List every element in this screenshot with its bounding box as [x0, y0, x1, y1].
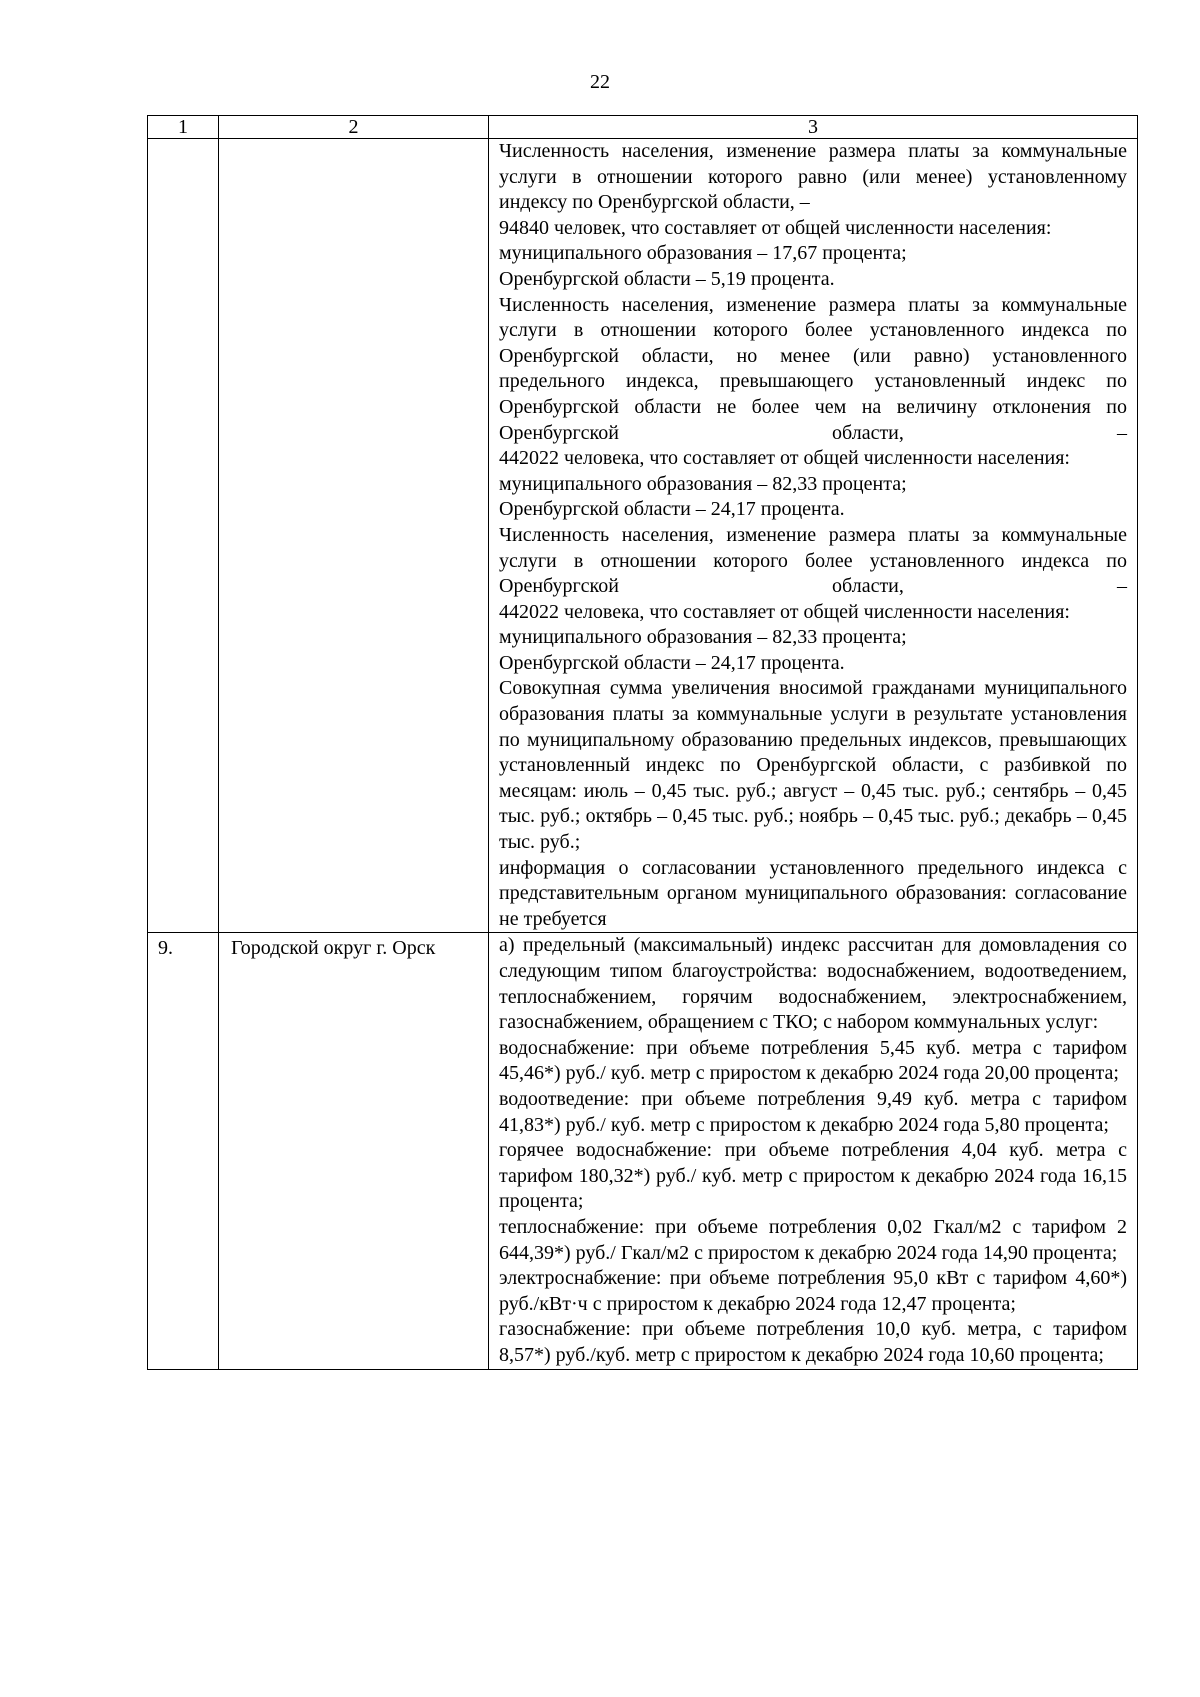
paragraph: Оренбургской области – 24,17 процента.	[499, 651, 845, 674]
paragraph: 442022 человека, что составляет от общей численности населения:	[499, 600, 1070, 623]
paragraph: 94840 человек, что составляет от общей численности населения:	[499, 216, 1052, 239]
paragraph: водоотведение: при объеме потребления 9,49 куб. метра с тарифом 41,83*) руб./ куб. метр с приростом к декабрю 2024 года 5,80 процента;	[499, 1087, 1127, 1136]
municipality-name	[219, 139, 489, 933]
row-description	[489, 933, 1138, 1369]
row-number	[148, 139, 219, 933]
column-header-3: 3	[489, 116, 1138, 139]
paragraph: водоснабжение: при объеме потребления 5,45 куб. метра с тарифом 45,46*) руб./ куб. метр с приростом к декабрю 2024 года 20,00 процента;	[499, 1036, 1127, 1085]
paragraph: горячее водоснабжение: при объеме потребления 4,04 куб. метра с тарифом 180,32*) руб./ куб. метр с приростом к декабрю 2024 года 16,15 процента;	[499, 1139, 1127, 1213]
index-table	[147, 115, 1138, 1370]
paragraph: Численность населения, изменение размера платы за коммунальные услуги в отношении которого равно (или менее) установленному индексу по Оренбургской области, –	[499, 140, 1127, 214]
page-number: 22	[590, 71, 610, 93]
paragraph: а) предельный (максимальный) индекс рассчитан для домовладения со следующим типом благоустройства: водоснабжением, водоотведением, теплоснабжением, горячим водоснабжением, электроснабжением, газоснабжением, обращением с ТКО; с набором коммунальных услуг:	[499, 934, 1127, 1034]
paragraph: муниципального образования – 82,33 процента;	[499, 472, 907, 495]
column-header-2: 2	[219, 116, 489, 139]
paragraph: информация о согласовании установленного предельного индекса с представительным органом муниципального образования: согласование не требуется	[499, 856, 1127, 930]
row-number: 9.	[148, 933, 219, 1369]
column-header-1: 1	[148, 116, 219, 139]
paragraph: электроснабжение: при объеме потребления 95,0 кВт с тарифом 4,60*) руб./кВт·ч с приростом к декабрю 2024 года 12,47 процента;	[499, 1267, 1127, 1315]
paragraph: Совокупная сумма увеличения вносимой гражданами муниципального образования платы за коммунальные услуги в результате установления по муниципальному образованию предельных индексов, превышающих установленный индекс по Оренбургской области, с разбивкой по месяцам: июль – 0,45 тыс. руб.; август – 0,45 тыс. руб.; сентябрь – 0,45 тыс. руб.; октябрь – 0,45 тыс. руб.; ноябрь – 0,45 тыс. руб.; декабрь – 0,45 тыс. руб.;	[499, 677, 1127, 854]
paragraph: муниципального образования – 82,33 процента;	[499, 626, 907, 649]
paragraph: Оренбургской области – 5,19 процента.	[499, 267, 835, 290]
paragraph: Оренбургской области – 24,17 процента.	[499, 498, 845, 521]
table-header-row	[148, 116, 1138, 139]
table-row-9	[148, 933, 1138, 1369]
paragraph: теплоснабжение: при объеме потребления 0,02 Гкал/м2 с тарифом 2 644,39*) руб./ Гкал/м2 с приростом к декабрю 2024 года 14,90 процента;	[499, 1215, 1127, 1264]
paragraph: Численность населения, изменение размера платы за коммунальные услуги в отношении которого более установленного индекса по Оренбургской области, –	[499, 523, 1127, 598]
municipality-name: Городской округ г. Орск	[219, 933, 489, 1369]
paragraph: муниципального образования – 17,67 процента;	[499, 242, 907, 265]
paragraph: Численность населения, изменение размера платы за коммунальные услуги в отношении которого более установленного индекса по Оренбургской области, но менее (или равно) установленного предельного индекса, превышающего установленный индекс по Оренбургской области не более чем на величину отклонения по Оренбургской области, –	[499, 293, 1127, 444]
row-description	[489, 139, 1138, 933]
paragraph: 442022 человека, что составляет от общей численности населения:	[499, 447, 1070, 470]
paragraph: газоснабжение: при объеме потребления 10,0 куб. метра, с тарифом 8,57*) руб./куб. метр с приростом к декабрю 2024 года 10,60 процента;	[499, 1318, 1127, 1366]
table-row-continued	[148, 139, 1138, 933]
